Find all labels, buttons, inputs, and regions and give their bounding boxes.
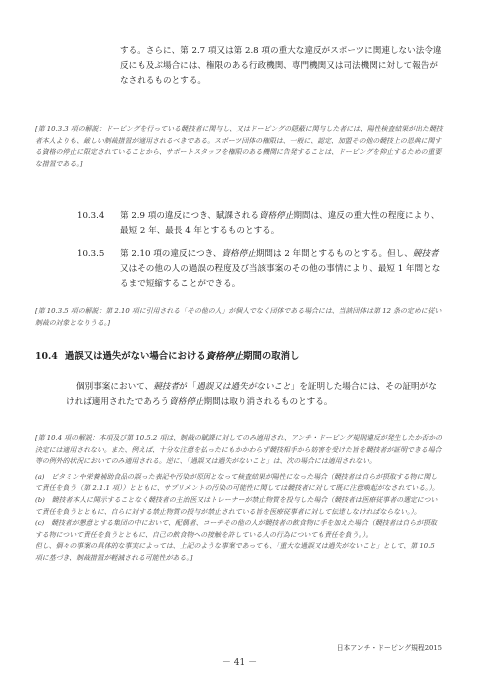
commentary-item-b: (b) 競技者本人に開示することなく競技者の主治医又はトレーナーが禁止物質を投与した場合（競技者は医療従事者の選定について責任を負うとともに、自らに対する禁止物質の投与が禁止されている旨を医療従事者に対して伝達しなければならない。）。	[35, 495, 438, 516]
section-heading-10-4	[35, 350, 443, 364]
clause-10-3-5	[120, 247, 442, 292]
clause-text: 又はその他の人の過誤の程度及び当該事案のその他の事情により、最短 1 年間となるまで短縮することができる。	[120, 264, 441, 289]
section-title: 期間の取消し	[243, 351, 300, 362]
page-number: － 41 －	[221, 658, 258, 668]
commentary-item-c: (c) 競技者が懇意とする集団の中において、配偶者、コーチその他の人が競技者の飲食物に手を加えた場合（競技者は自らが摂取する物について責任を負うとともに、自己の飲食物への接触を許している人の行為についても責任を負う。）。	[35, 519, 437, 539]
footer-doc-title: 日本アンチ・ドーピング規程2015	[336, 644, 442, 652]
paragraph-text: 個別事案において、	[76, 382, 154, 392]
paragraph-text: 期間は取り消されるものとする。	[203, 397, 333, 407]
commentary-item-a: (a) ビタミンや栄養補助食品の誤った表記や汚染が原因となって検査結果が陽性になった場合（競技者は自らが摂取する物に関して責任を負う（第 2.1.1 項））とともに、サプリメントの汚染の可能性に関しては競技者に対して既に注意喚起がなされている。）。	[35, 472, 439, 493]
defined-term: 資格停止	[221, 249, 256, 259]
defined-term: 過誤又は過失がないこと	[196, 382, 291, 392]
paragraph-text: する。さらに、第 2.7 項又は第 2.8 項の重大な違反がスポーツに関連しない法令違反にも及ぶ場合には、権限のある行政機関、専門機関又は司法機関に対して報告がなされるものとする。	[120, 46, 442, 86]
defined-term: 資格停止	[258, 211, 294, 221]
clause-text: 期間は 2 年間とするものとする。但し、	[255, 249, 413, 259]
commentary-10-3-3	[35, 124, 443, 170]
defined-term: 競技者	[412, 249, 439, 259]
paragraph-continuation	[120, 44, 442, 89]
clause-text: 第 2.9 項の違反につき、賦課される	[120, 211, 259, 221]
commentary-text: [第 10.3.3 項の解説：ドーピングを行っている競技者に関与し、又はドーピングの隠蔽に関与した者には、陽性検査結果が出た競技者本人よりも、厳しい制裁措置が適用されるべきである。スポーツ団体の権限は、一般に、認定、加盟その他の競技上の恩典に関する資格の停止に限定されていることから、サポートスタッフを権限のある機関に告発することは、ドーピングを抑止するための重要な措置である。]	[35, 125, 443, 168]
clause-number-10-3-4: 10.3.4	[77, 211, 105, 221]
paragraph-text: 」を証明した場合には、その証明がなければ適用されたであろう	[66, 382, 437, 407]
paragraph-text: が「	[178, 382, 197, 392]
clause-text: 第 2.10 項の違反につき、	[120, 249, 222, 259]
commentary-10-3-5	[35, 306, 443, 329]
paragraph-10-4	[66, 380, 442, 410]
commentary-closing: 但し、個々の事案の具体的な事実によっては、上記のような事案であっても、「重大な過誤又は過失がないこと」として、第 10.5 項に基づき、制裁措置が軽減される可能性がある。]	[35, 542, 435, 562]
defined-term: 資格停止	[205, 351, 244, 362]
section-number: 10.4	[35, 351, 58, 362]
commentary-text: [第 10.3.5 項の解説：第 2.10 項に引用される「その他の人」が個人でなく団体である場合には、当該団体は第 12 条の定めに従い制裁の対象となりうる。]	[35, 307, 442, 327]
commentary-10-4	[35, 433, 443, 565]
defined-term: 競技者	[153, 382, 179, 392]
defined-term: 資格停止	[169, 397, 204, 407]
clause-10-3-4	[120, 209, 442, 239]
section-title: 過誤又は過失がない場合における	[65, 351, 206, 362]
clause-number-10-3-5: 10.3.5	[77, 249, 105, 259]
commentary-intro: [第 10.4 項の解説：本項及び第 10.5.2 項は、制裁の賦課に対してのみ適用され、アンチ・ドーピング規則違反が発生したか否かの決定には適用されない。また、例えば、十分な注意を払ったにもかかわらず競技相手から妨害を受けた旨を競技者が証明できる場合等の例外的状況においてのみ適用される。逆に、「過誤又は過失がないこと」は、次の場合には適用されない。	[35, 434, 443, 466]
clause-text: 期間は、違反の重大性の程度により、最短 2 年、最長 4 年とするものとする。	[120, 211, 440, 236]
